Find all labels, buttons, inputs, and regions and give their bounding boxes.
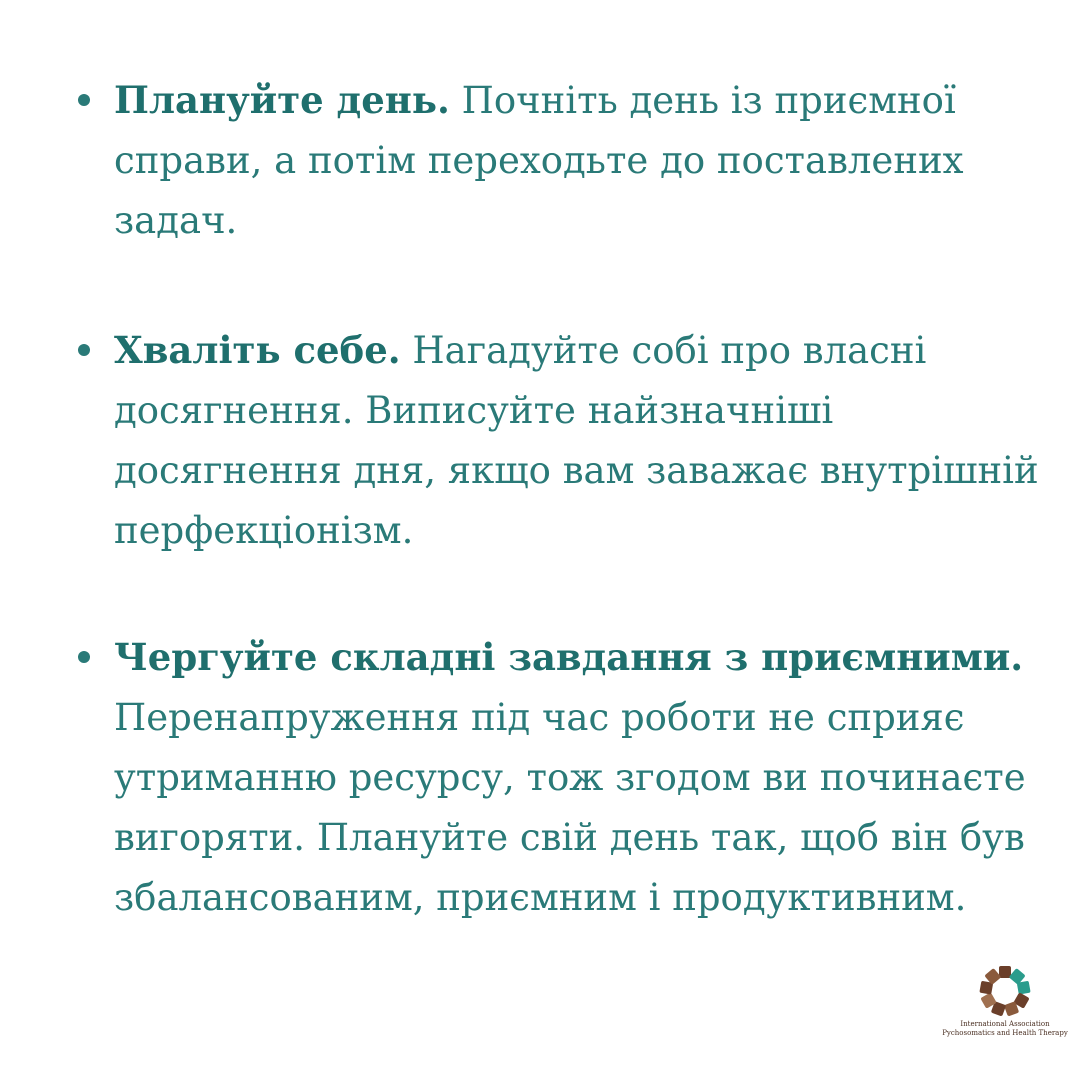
tip-item-praise-self [114, 320, 1054, 561]
tip-item-alternate-tasks [114, 627, 1054, 928]
tip-text: Нагадуйте собі про власні досягнення. Виписуйте найзначніші досягнення дня, якщо вам заважає внутрішній перфекціонізм. [114, 329, 1039, 552]
tip-text: Почніть день із приємної справи, а потім переходьте до поставлених задач. [114, 79, 964, 242]
tip-title: Хваліть себе. [114, 328, 401, 372]
logo-line-1: International Association [960, 1020, 1050, 1028]
tip-title: Плануйте день. [114, 78, 450, 122]
tip-text: Перенапруження під час роботи не сприяє утриманню ресурсу, тож згодом ви починаєте вигоряти. Плануйте свій день так, щоб він був збалансованим, приємним і продуктивним. [114, 696, 1026, 919]
tip-item-plan-day [114, 70, 1054, 251]
tip-title: Чергуйте складні завдання з приємними. [114, 635, 1024, 679]
logo-caption [930, 1020, 1080, 1038]
association-logo [930, 962, 1080, 1042]
flower-logo-icon [974, 962, 1036, 1020]
logo-line-2: Pychosomatics and Health Therapy [942, 1029, 1068, 1037]
bullet-icon [78, 344, 90, 356]
bullet-icon [78, 651, 90, 663]
bullet-icon [78, 94, 90, 106]
